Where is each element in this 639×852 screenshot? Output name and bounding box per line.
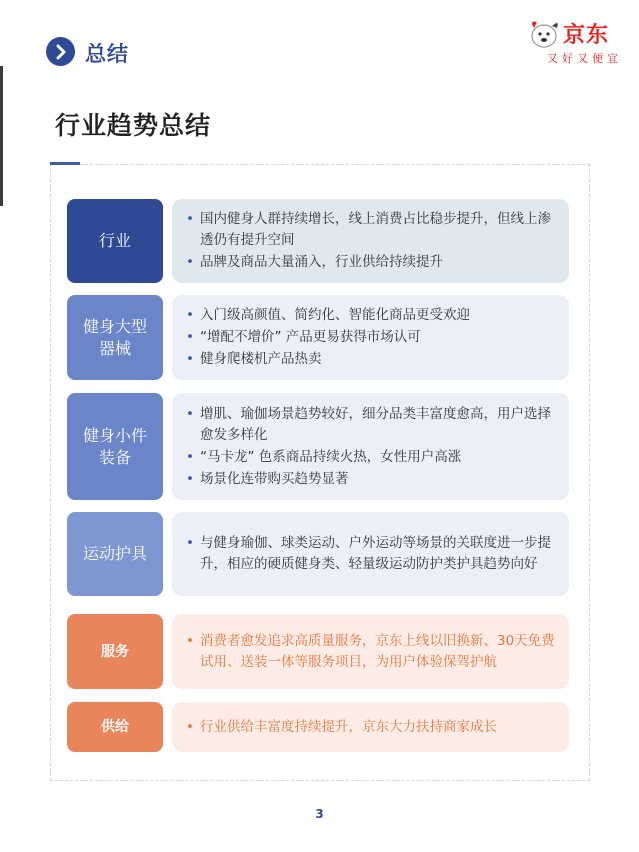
- row-label-protective-gear: [67, 512, 163, 596]
- row-content-small-gear: [172, 393, 569, 500]
- row-label-text: 供给: [101, 719, 129, 735]
- row-content-supply: [172, 702, 569, 752]
- row-label-supply: [67, 702, 163, 752]
- row-label-text: 健身小件装备: [82, 425, 147, 467]
- jd-dog-mascot-icon: [524, 16, 564, 50]
- list-item: • “马卡龙” 色系商品持续火热，女性用户高涨: [186, 447, 559, 468]
- list-item: • 行业供给丰富度持续提升，京东大力扶持商家成长: [186, 717, 559, 738]
- jd-slogan: 又好又便宜: [547, 52, 622, 65]
- row-content-industry: [172, 199, 569, 283]
- row-label-text: 健身大型器械: [82, 316, 147, 358]
- row-label-small-gear: [67, 393, 163, 500]
- jd-logo: [524, 16, 624, 70]
- row-label-service: [67, 614, 163, 689]
- list-item: • 入门级高颜值、简约化、智能化商品更受欢迎: [186, 305, 559, 326]
- row-content-service: [172, 614, 569, 689]
- row-label-text: 服务: [101, 643, 129, 660]
- row-content-protective-gear: [172, 512, 569, 596]
- chevron-right-icon: [46, 37, 75, 66]
- page-title: 行业趋势总结: [55, 111, 212, 140]
- list-item: • 国内健身人群持续增长，线上消费占比稳步提升，但线上渗透仍有提升空间: [186, 209, 559, 251]
- row-label-industry: [67, 199, 163, 283]
- list-item: • “增配不增价” 产品更易获得市场认可: [186, 327, 559, 348]
- row-label-text: 行业: [98, 231, 131, 250]
- list-item: • 消费者愈发追求高质量服务，京东上线以旧换新、30天免费试用、送装一体等服务项目，为用户体验保驾护航: [186, 631, 559, 673]
- list-item: • 品牌及商品大量涌入，行业供给持续提升: [186, 252, 559, 273]
- row-label-text: 运动护具: [82, 544, 147, 563]
- jd-logo-text: 京东: [563, 23, 610, 48]
- list-item: • 增肌、瑜伽场景趋势较好，细分品类丰富度愈高，用户选择愈发多样化: [186, 404, 559, 446]
- list-item: • 场景化连带购买趋势显著: [186, 469, 559, 490]
- list-item: • 健身爬楼机产品热卖: [186, 349, 559, 370]
- list-item: • 与健身瑜伽、球类运动、户外运动等场景的关联度进一步提升，相应的硬质健身类、轻量级运动防护类护具趋势向好: [186, 533, 559, 575]
- section-title: 总结: [85, 42, 129, 66]
- row-label-large-equipment: [67, 295, 163, 380]
- page-edge-bar: [0, 66, 3, 206]
- row-content-large-equipment: [172, 295, 569, 380]
- page-number: 3: [315, 807, 324, 821]
- frame-accent-bar: [50, 162, 80, 165]
